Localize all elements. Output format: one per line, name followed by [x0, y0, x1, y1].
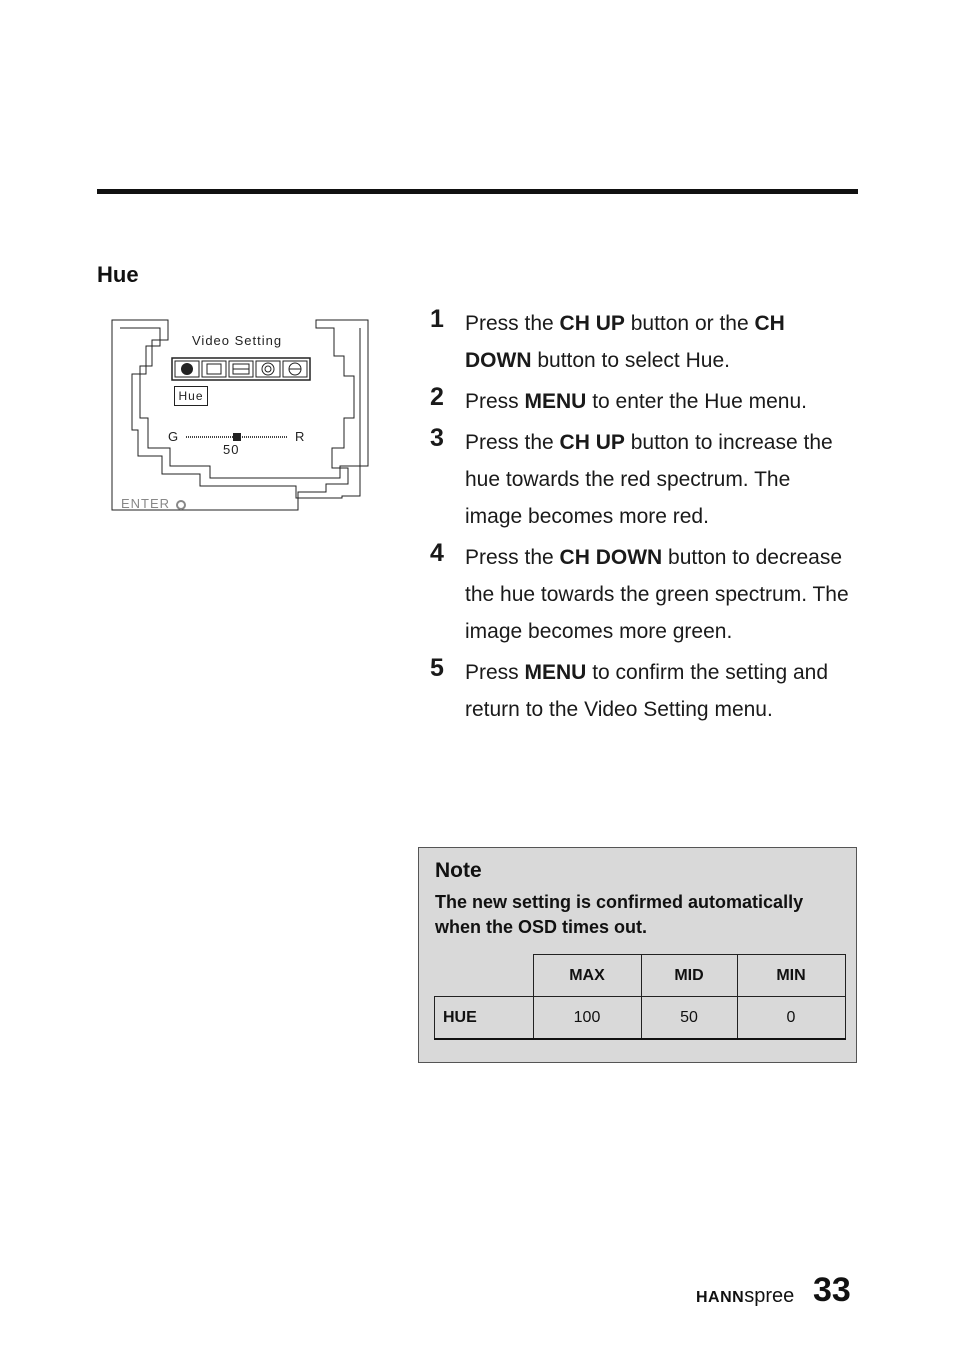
button-name: CH UP: [559, 312, 625, 335]
brand-light: spree: [744, 1285, 795, 1307]
value-mid: 50: [641, 997, 737, 1040]
step-number: 4: [430, 539, 444, 567]
color-wheel-icon: [262, 363, 274, 375]
section-title: Hue: [97, 262, 139, 287]
value-min: 0: [737, 997, 845, 1040]
enter-icon: [177, 501, 185, 509]
note-text: The new setting is confirmed automatically when the OSD times out.: [435, 892, 804, 937]
brand-logo: [696, 1285, 794, 1308]
table-row: [435, 997, 846, 1040]
button-name: MENU: [524, 661, 587, 684]
value-max: 100: [533, 997, 641, 1040]
step-number: 5: [430, 654, 444, 682]
row-label: HUE: [435, 997, 534, 1040]
step-number: 1: [430, 305, 444, 333]
step-list: [430, 305, 850, 732]
slider-left-label: G: [168, 429, 180, 444]
button-name: CH DOWN: [465, 312, 785, 372]
osd-title: Video Setting: [192, 333, 283, 348]
screen-icon: [207, 364, 221, 374]
picture-icon: [181, 363, 193, 375]
osd-hue-tab: Hue: [174, 386, 208, 406]
top-rule: [97, 189, 858, 194]
page-number: 33: [813, 1271, 851, 1309]
button-name: CH DOWN: [559, 546, 663, 569]
brand-bold: HANN: [696, 1289, 745, 1306]
step-1: 1 Press the CH UP button or the CH DOWN button to select Hue.: [430, 305, 850, 379]
note-title: Note: [435, 859, 482, 882]
button-name: CH UP: [559, 431, 625, 454]
step-5: 5 Press MENU to confirm the setting and return to the Video Setting menu.: [430, 654, 850, 728]
hue-slider-thumb: [233, 433, 241, 441]
enter-label: ENTER: [121, 496, 171, 511]
step-4: 4 Press the CH DOWN button to decrease the hue towards the green spectrum. The image becomes more green.: [430, 539, 850, 650]
slider-right-label: R: [295, 429, 306, 444]
button-name: MENU: [524, 390, 587, 413]
hue-values-table: [434, 954, 846, 1040]
step-2: 2 Press MENU to enter the Hue menu.: [430, 383, 850, 420]
step-number: 2: [430, 383, 444, 411]
osd-illustration: [110, 318, 374, 516]
header-max: MAX: [533, 955, 641, 997]
note-box: [418, 847, 857, 1063]
header-min: MIN: [737, 955, 845, 997]
step-number: 3: [430, 424, 444, 452]
step-3: 3 Press the CH UP button to increase the hue towards the red spectrum. The image becomes more red.: [430, 424, 850, 535]
header-mid: MID: [641, 955, 737, 997]
table-header-row: [435, 955, 846, 997]
slider-value: 50: [223, 442, 240, 457]
